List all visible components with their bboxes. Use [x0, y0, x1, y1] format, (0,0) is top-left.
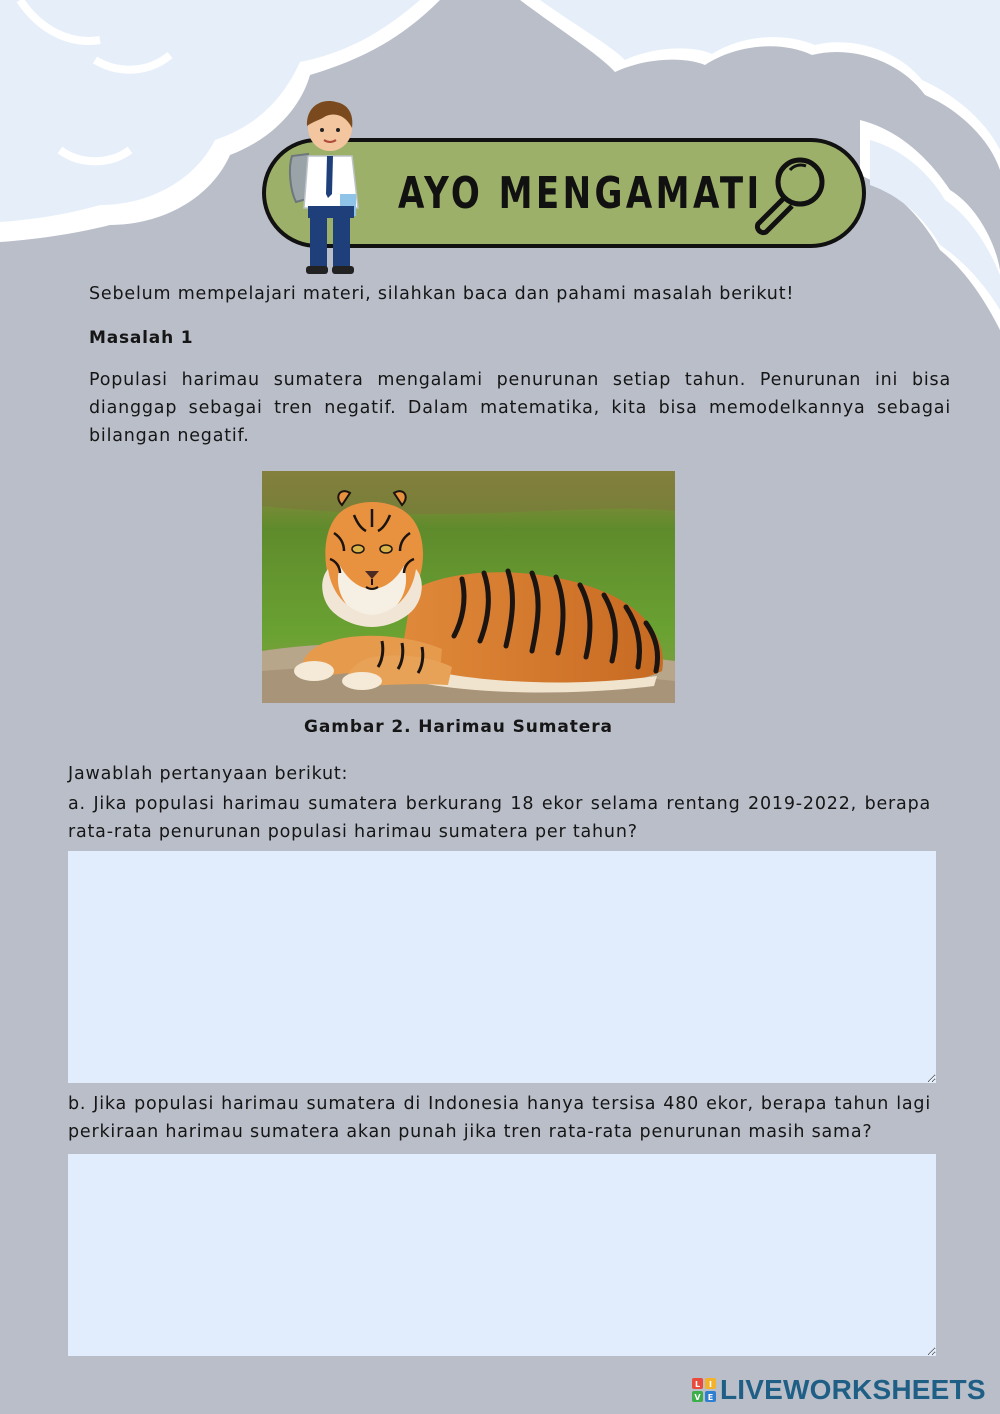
magnifying-glass-icon — [744, 148, 836, 240]
answer-box-b[interactable] — [68, 1154, 936, 1356]
questions-intro: Jawablah pertanyaan berikut: — [68, 764, 349, 784]
liveworksheets-watermark — [692, 1372, 986, 1408]
question-b: b. Jika populasi harimau sumatera di Indonesia hanya tersisa 480 ekor, berapa tahun lagi perkiraan harimau sumatera akan punah jika tren rata-rata penurunan masih sama? — [68, 1094, 931, 1142]
intro-text: Sebelum mempelajari materi, silahkan baca dan pahami masalah berikut! — [89, 284, 795, 304]
liveworksheets-logo-icon — [692, 1378, 716, 1402]
page-title: AYO MENGAMATI — [398, 168, 763, 219]
answer-box-a[interactable] — [68, 851, 936, 1083]
logo-letter-v: V — [694, 1393, 701, 1402]
brand-name: LIVEWORKSHEETS — [720, 1374, 986, 1405]
logo-letter-l: L — [694, 1380, 701, 1389]
logo-letter-e: E — [707, 1393, 714, 1402]
problem-text: Populasi harimau sumatera mengalami penurunan setiap tahun. Penurunan ini bisa dianggap sebagai tren negatif. Dalam matematika, kita bisa memodelkannya sebagai bilangan negatif. — [89, 370, 951, 446]
student-illustration — [286, 98, 372, 278]
logo-letter-i: I — [709, 1380, 712, 1389]
sumatran-tiger-photo — [262, 471, 675, 703]
question-a: a. Jika populasi harimau sumatera berkurang 18 ekor selama rentang 2019-2022, berapa rata-rata penurunan populasi harimau sumatera per tahun? — [68, 794, 931, 842]
problem-heading: Masalah 1 — [89, 328, 194, 348]
figure-caption: Gambar 2. Harimau Sumatera — [304, 717, 613, 737]
